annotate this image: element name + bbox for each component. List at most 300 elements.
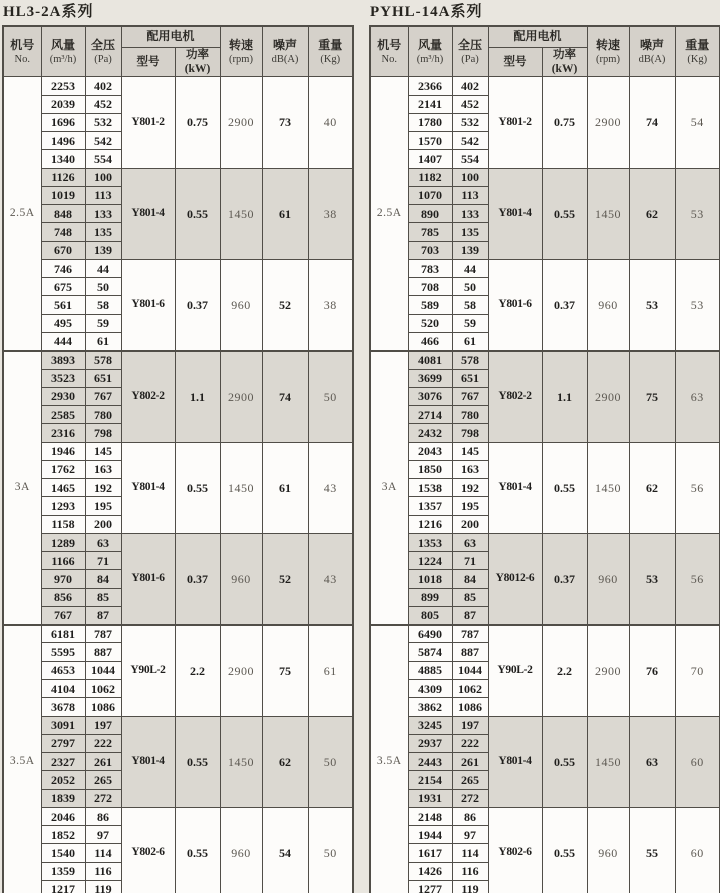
header-row-1 bbox=[3, 26, 353, 47]
pressure-cell: 113 bbox=[85, 186, 121, 204]
weight-cell: 56 bbox=[675, 442, 720, 533]
airflow-cell: 1762 bbox=[41, 460, 85, 478]
weight-cell: 40 bbox=[308, 77, 353, 168]
pressure-cell: 554 bbox=[452, 150, 488, 168]
airflow-cell: 890 bbox=[408, 205, 452, 223]
pressure-cell: 1044 bbox=[452, 661, 488, 679]
airflow-cell: 466 bbox=[408, 332, 452, 350]
pressure-cell: 44 bbox=[452, 259, 488, 277]
airflow-cell: 5595 bbox=[41, 643, 85, 661]
machine-no-cell: 3A bbox=[3, 351, 41, 625]
airflow-cell: 1277 bbox=[408, 880, 452, 893]
pressure-cell: 63 bbox=[452, 533, 488, 551]
motor-model-cell: Y801-4 bbox=[488, 442, 542, 533]
col-noise-label: 噪声 bbox=[273, 37, 298, 52]
motor-power-cell: 1.1 bbox=[542, 351, 587, 442]
table-row bbox=[3, 807, 353, 825]
pressure-cell: 651 bbox=[452, 369, 488, 387]
motor-model-cell: Y90L-2 bbox=[488, 625, 542, 716]
pressure-cell: 135 bbox=[85, 223, 121, 241]
col-speed bbox=[587, 26, 629, 77]
pressure-cell: 578 bbox=[452, 351, 488, 369]
airflow-cell: 1126 bbox=[41, 168, 85, 186]
motor-model-cell: Y801-6 bbox=[121, 259, 175, 350]
pressure-cell: 84 bbox=[452, 570, 488, 588]
weight-cell: 63 bbox=[675, 351, 720, 442]
spec-table-mount-right bbox=[369, 25, 719, 893]
airflow-cell: 520 bbox=[408, 314, 452, 332]
col-motor-power: 功率(kW) bbox=[542, 47, 587, 77]
airflow-cell: 1216 bbox=[408, 515, 452, 533]
col-weight bbox=[675, 26, 720, 77]
col-airflow bbox=[408, 26, 452, 77]
airflow-cell: 767 bbox=[41, 606, 85, 624]
pressure-cell: 71 bbox=[85, 552, 121, 570]
airflow-cell: 1538 bbox=[408, 479, 452, 497]
series-block-left bbox=[2, 3, 352, 893]
airflow-cell: 3862 bbox=[408, 698, 452, 716]
series-title-right: PYHL-14A系列 bbox=[370, 4, 483, 20]
airflow-cell: 1852 bbox=[41, 826, 85, 844]
airflow-cell: 1182 bbox=[408, 168, 452, 186]
pressure-cell: 59 bbox=[452, 314, 488, 332]
airflow-cell: 3893 bbox=[41, 351, 85, 369]
airflow-cell: 589 bbox=[408, 296, 452, 314]
noise-cell: 52 bbox=[262, 533, 308, 624]
airflow-cell: 2141 bbox=[408, 95, 452, 113]
airflow-cell: 1931 bbox=[408, 789, 452, 807]
motor-power-cell: 0.37 bbox=[175, 259, 220, 350]
col-weight-label: 重量 bbox=[685, 37, 710, 52]
pressure-cell: 767 bbox=[452, 387, 488, 405]
motor-model-cell: Y801-4 bbox=[121, 442, 175, 533]
col-motor-power: 功率(kW) bbox=[175, 47, 220, 77]
col-motor-model: 型号 bbox=[488, 47, 542, 77]
pressure-cell: 133 bbox=[452, 205, 488, 223]
airflow-cell: 2154 bbox=[408, 771, 452, 789]
pressure-cell: 119 bbox=[85, 880, 121, 893]
noise-cell: 61 bbox=[262, 442, 308, 533]
airflow-cell: 6490 bbox=[408, 625, 452, 643]
pressure-cell: 222 bbox=[452, 734, 488, 752]
pressure-cell: 59 bbox=[85, 314, 121, 332]
airflow-cell: 2443 bbox=[408, 753, 452, 771]
airflow-cell: 2797 bbox=[41, 734, 85, 752]
pressure-cell: 135 bbox=[452, 223, 488, 241]
airflow-cell: 3523 bbox=[41, 369, 85, 387]
table-row bbox=[370, 168, 720, 186]
col-speed-label: 转速 bbox=[229, 37, 254, 52]
airflow-cell: 748 bbox=[41, 223, 85, 241]
machine-no-cell: 2.5A bbox=[370, 77, 408, 351]
pressure-cell: 272 bbox=[85, 789, 121, 807]
col-motor-model: 型号 bbox=[121, 47, 175, 77]
motor-power-cell: 0.55 bbox=[175, 716, 220, 807]
noise-cell: 75 bbox=[629, 351, 675, 442]
airflow-cell: 3678 bbox=[41, 698, 85, 716]
motor-model-cell: Y801-4 bbox=[121, 716, 175, 807]
speed-cell: 960 bbox=[587, 807, 629, 893]
airflow-cell: 444 bbox=[41, 332, 85, 350]
noise-cell: 74 bbox=[262, 351, 308, 442]
machine-no-cell: 3A bbox=[370, 351, 408, 625]
pressure-cell: 222 bbox=[85, 734, 121, 752]
spec-table-mount-left bbox=[2, 25, 352, 893]
pressure-cell: 145 bbox=[452, 442, 488, 460]
weight-cell: 70 bbox=[675, 625, 720, 716]
speed-cell: 2900 bbox=[587, 351, 629, 442]
motor-power-cell: 0.37 bbox=[542, 259, 587, 350]
table-row bbox=[3, 625, 353, 643]
pressure-cell: 84 bbox=[85, 570, 121, 588]
col-pressure bbox=[452, 26, 488, 77]
table-row bbox=[370, 351, 720, 369]
col-weight-label: 重量 bbox=[318, 37, 343, 52]
airflow-cell: 1570 bbox=[408, 132, 452, 150]
col-speed-sub: (rpm) bbox=[596, 53, 620, 65]
spec-table-header bbox=[3, 26, 353, 77]
col-noise-sub: dB(A) bbox=[638, 53, 666, 65]
motor-model-cell: Y801-4 bbox=[488, 168, 542, 259]
pressure-cell: 145 bbox=[85, 442, 121, 460]
airflow-cell: 3091 bbox=[41, 716, 85, 734]
col-pressure-sub: (Pa) bbox=[461, 53, 479, 65]
col-machine-no-sub: No. bbox=[14, 53, 30, 65]
airflow-cell: 1496 bbox=[41, 132, 85, 150]
speed-cell: 1450 bbox=[587, 168, 629, 259]
airflow-cell: 4309 bbox=[408, 680, 452, 698]
weight-cell: 38 bbox=[308, 168, 353, 259]
motor-power-cell: 0.55 bbox=[175, 168, 220, 259]
weight-cell: 53 bbox=[675, 259, 720, 350]
airflow-cell: 785 bbox=[408, 223, 452, 241]
airflow-cell: 1946 bbox=[41, 442, 85, 460]
airflow-cell: 2366 bbox=[408, 77, 452, 95]
pressure-cell: 50 bbox=[452, 278, 488, 296]
weight-cell: 56 bbox=[675, 533, 720, 624]
pressure-cell: 133 bbox=[85, 205, 121, 223]
pressure-cell: 63 bbox=[85, 533, 121, 551]
pressure-cell: 554 bbox=[85, 150, 121, 168]
motor-power-cell: 0.55 bbox=[542, 807, 587, 893]
pressure-cell: 780 bbox=[452, 406, 488, 424]
noise-cell: 52 bbox=[262, 259, 308, 350]
pressure-cell: 265 bbox=[452, 771, 488, 789]
airflow-cell: 1357 bbox=[408, 497, 452, 515]
col-machine-no-label: 机号 bbox=[377, 37, 402, 52]
pressure-cell: 97 bbox=[85, 826, 121, 844]
motor-model-cell: Y801-6 bbox=[488, 259, 542, 350]
table-row bbox=[3, 716, 353, 734]
speed-cell: 960 bbox=[587, 533, 629, 624]
weight-cell: 54 bbox=[675, 77, 720, 168]
table-row bbox=[370, 625, 720, 643]
motor-power-cell: 0.37 bbox=[542, 533, 587, 624]
spec-table-header bbox=[370, 26, 720, 77]
noise-cell: 55 bbox=[629, 807, 675, 893]
weight-cell: 38 bbox=[308, 259, 353, 350]
speed-cell: 2900 bbox=[587, 625, 629, 716]
airflow-cell: 1293 bbox=[41, 497, 85, 515]
airflow-cell: 1540 bbox=[41, 844, 85, 862]
pressure-cell: 887 bbox=[452, 643, 488, 661]
pressure-cell: 87 bbox=[452, 606, 488, 624]
col-noise bbox=[262, 26, 308, 77]
pressure-cell: 163 bbox=[452, 460, 488, 478]
weight-cell: 53 bbox=[675, 168, 720, 259]
col-machine-no-sub: No. bbox=[381, 53, 397, 65]
airflow-cell: 2930 bbox=[41, 387, 85, 405]
weight-cell: 43 bbox=[308, 533, 353, 624]
pressure-cell: 798 bbox=[85, 424, 121, 442]
pressure-cell: 265 bbox=[85, 771, 121, 789]
weight-cell: 61 bbox=[308, 625, 353, 716]
airflow-cell: 3245 bbox=[408, 716, 452, 734]
motor-model-cell: Y801-4 bbox=[121, 168, 175, 259]
airflow-cell: 2714 bbox=[408, 406, 452, 424]
col-weight-sub: (Kg) bbox=[320, 53, 341, 65]
speed-cell: 960 bbox=[220, 259, 262, 350]
motor-power-cell: 0.55 bbox=[175, 442, 220, 533]
airflow-cell: 1217 bbox=[41, 880, 85, 893]
motor-model-cell: Y802-6 bbox=[121, 807, 175, 893]
motor-model-cell: Y801-2 bbox=[121, 77, 175, 168]
pressure-cell: 578 bbox=[85, 351, 121, 369]
pressure-cell: 402 bbox=[85, 77, 121, 95]
motor-power-cell: 0.55 bbox=[542, 168, 587, 259]
noise-cell: 53 bbox=[629, 533, 675, 624]
col-noise bbox=[629, 26, 675, 77]
pressure-cell: 85 bbox=[85, 588, 121, 606]
pressure-cell: 200 bbox=[452, 515, 488, 533]
pressure-cell: 86 bbox=[85, 807, 121, 825]
speed-cell: 2900 bbox=[220, 625, 262, 716]
pressure-cell: 200 bbox=[85, 515, 121, 533]
airflow-cell: 1465 bbox=[41, 479, 85, 497]
airflow-cell: 970 bbox=[41, 570, 85, 588]
pressure-cell: 197 bbox=[452, 716, 488, 734]
airflow-cell: 4885 bbox=[408, 661, 452, 679]
noise-cell: 73 bbox=[262, 77, 308, 168]
pressure-cell: 86 bbox=[452, 807, 488, 825]
col-machine-no bbox=[370, 26, 408, 77]
airflow-cell: 848 bbox=[41, 205, 85, 223]
airflow-cell: 2039 bbox=[41, 95, 85, 113]
pressure-cell: 116 bbox=[85, 862, 121, 880]
col-noise-sub: dB(A) bbox=[271, 53, 299, 65]
airflow-cell: 1224 bbox=[408, 552, 452, 570]
pressure-cell: 114 bbox=[452, 844, 488, 862]
airflow-cell: 2937 bbox=[408, 734, 452, 752]
pressure-cell: 87 bbox=[85, 606, 121, 624]
pressure-cell: 787 bbox=[452, 625, 488, 643]
pressure-cell: 452 bbox=[85, 95, 121, 113]
weight-cell: 50 bbox=[308, 351, 353, 442]
pressure-cell: 85 bbox=[452, 588, 488, 606]
motor-power-cell: 0.55 bbox=[542, 442, 587, 533]
table-row bbox=[370, 259, 720, 277]
pressure-cell: 1062 bbox=[452, 680, 488, 698]
pressure-cell: 1086 bbox=[85, 698, 121, 716]
motor-model-cell: Y802-2 bbox=[121, 351, 175, 442]
noise-cell: 62 bbox=[629, 168, 675, 259]
airflow-cell: 2432 bbox=[408, 424, 452, 442]
col-weight bbox=[308, 26, 353, 77]
airflow-cell: 2327 bbox=[41, 753, 85, 771]
speed-cell: 2900 bbox=[220, 77, 262, 168]
pressure-cell: 61 bbox=[85, 332, 121, 350]
table-row bbox=[3, 442, 353, 460]
table-row bbox=[3, 351, 353, 369]
airflow-cell: 1407 bbox=[408, 150, 452, 168]
header-row-1 bbox=[370, 26, 720, 47]
airflow-cell: 1353 bbox=[408, 533, 452, 551]
col-motor-group: 配用电机 bbox=[121, 26, 220, 47]
noise-cell: 62 bbox=[629, 442, 675, 533]
airflow-cell: 3076 bbox=[408, 387, 452, 405]
airflow-cell: 783 bbox=[408, 259, 452, 277]
airflow-cell: 2316 bbox=[41, 424, 85, 442]
machine-no-cell: 3.5A bbox=[370, 625, 408, 893]
pressure-cell: 61 bbox=[452, 332, 488, 350]
airflow-cell: 1426 bbox=[408, 862, 452, 880]
airflow-cell: 4104 bbox=[41, 680, 85, 698]
table-row bbox=[370, 77, 720, 95]
col-pressure bbox=[85, 26, 121, 77]
noise-cell: 54 bbox=[262, 807, 308, 893]
series-title-left: HL3-2A系列 bbox=[3, 4, 94, 20]
motor-model-cell: Y801-2 bbox=[488, 77, 542, 168]
table-row bbox=[370, 716, 720, 734]
pressure-cell: 116 bbox=[452, 862, 488, 880]
speed-cell: 1450 bbox=[587, 442, 629, 533]
speed-cell: 2900 bbox=[220, 351, 262, 442]
pressure-cell: 780 bbox=[85, 406, 121, 424]
pressure-cell: 192 bbox=[452, 479, 488, 497]
airflow-cell: 2052 bbox=[41, 771, 85, 789]
airflow-cell: 2585 bbox=[41, 406, 85, 424]
airflow-cell: 4653 bbox=[41, 661, 85, 679]
airflow-cell: 899 bbox=[408, 588, 452, 606]
pressure-cell: 197 bbox=[85, 716, 121, 734]
col-motor-group: 配用电机 bbox=[488, 26, 587, 47]
noise-cell: 61 bbox=[262, 168, 308, 259]
speed-cell: 1450 bbox=[220, 442, 262, 533]
airflow-cell: 2253 bbox=[41, 77, 85, 95]
speed-cell: 960 bbox=[587, 259, 629, 350]
weight-cell: 43 bbox=[308, 442, 353, 533]
pressure-cell: 192 bbox=[85, 479, 121, 497]
airflow-cell: 495 bbox=[41, 314, 85, 332]
pressure-cell: 261 bbox=[85, 753, 121, 771]
pressure-cell: 163 bbox=[85, 460, 121, 478]
airflow-cell: 1780 bbox=[408, 113, 452, 131]
airflow-cell: 708 bbox=[408, 278, 452, 296]
motor-model-cell: Y90L-2 bbox=[121, 625, 175, 716]
table-row bbox=[370, 442, 720, 460]
col-machine-no-label: 机号 bbox=[10, 37, 35, 52]
pressure-cell: 119 bbox=[452, 880, 488, 893]
pressure-cell: 71 bbox=[452, 552, 488, 570]
airflow-cell: 1617 bbox=[408, 844, 452, 862]
pressure-cell: 100 bbox=[452, 168, 488, 186]
airflow-cell: 5874 bbox=[408, 643, 452, 661]
weight-cell: 50 bbox=[308, 716, 353, 807]
pressure-cell: 402 bbox=[452, 77, 488, 95]
spec-table bbox=[2, 25, 354, 893]
spec-table bbox=[369, 25, 720, 893]
airflow-cell: 1158 bbox=[41, 515, 85, 533]
pressure-cell: 767 bbox=[85, 387, 121, 405]
pressure-cell: 272 bbox=[452, 789, 488, 807]
col-pressure-label: 全压 bbox=[90, 37, 115, 52]
table-row bbox=[3, 259, 353, 277]
motor-power-cell: 0.55 bbox=[175, 807, 220, 893]
pressure-cell: 651 bbox=[85, 369, 121, 387]
motor-power-cell: 0.75 bbox=[175, 77, 220, 168]
table-row bbox=[370, 533, 720, 551]
airflow-cell: 805 bbox=[408, 606, 452, 624]
motor-model-cell: Y802-6 bbox=[488, 807, 542, 893]
col-pressure-sub: (Pa) bbox=[94, 53, 112, 65]
pressure-cell: 532 bbox=[452, 113, 488, 131]
speed-cell: 2900 bbox=[587, 77, 629, 168]
motor-model-cell: Y801-6 bbox=[121, 533, 175, 624]
col-airflow-label: 风量 bbox=[417, 37, 442, 52]
pressure-cell: 113 bbox=[452, 186, 488, 204]
series-block-right bbox=[369, 3, 719, 893]
table-row bbox=[3, 533, 353, 551]
airflow-cell: 1696 bbox=[41, 113, 85, 131]
airflow-cell: 1850 bbox=[408, 460, 452, 478]
pressure-cell: 1062 bbox=[85, 680, 121, 698]
weight-cell: 60 bbox=[675, 807, 720, 893]
motor-power-cell: 1.1 bbox=[175, 351, 220, 442]
airflow-cell: 4081 bbox=[408, 351, 452, 369]
airflow-cell: 1019 bbox=[41, 186, 85, 204]
pressure-cell: 114 bbox=[85, 844, 121, 862]
pressure-cell: 58 bbox=[452, 296, 488, 314]
speed-cell: 960 bbox=[220, 807, 262, 893]
pressure-cell: 261 bbox=[452, 753, 488, 771]
motor-model-cell: Y8012-6 bbox=[488, 533, 542, 624]
motor-power-cell: 0.55 bbox=[542, 716, 587, 807]
weight-cell: 60 bbox=[675, 716, 720, 807]
airflow-cell: 670 bbox=[41, 241, 85, 259]
motor-model-cell: Y802-2 bbox=[488, 351, 542, 442]
pressure-cell: 1044 bbox=[85, 661, 121, 679]
pressure-cell: 195 bbox=[85, 497, 121, 515]
noise-cell: 74 bbox=[629, 77, 675, 168]
airflow-cell: 2046 bbox=[41, 807, 85, 825]
pressure-cell: 50 bbox=[85, 278, 121, 296]
speed-cell: 1450 bbox=[587, 716, 629, 807]
airflow-cell: 675 bbox=[41, 278, 85, 296]
col-airflow bbox=[41, 26, 85, 77]
col-pressure-label: 全压 bbox=[457, 37, 482, 52]
speed-cell: 1450 bbox=[220, 168, 262, 259]
col-noise-label: 噪声 bbox=[640, 37, 665, 52]
pressure-cell: 787 bbox=[85, 625, 121, 643]
spec-table-body bbox=[3, 77, 353, 893]
table-row bbox=[3, 77, 353, 95]
airflow-cell: 703 bbox=[408, 241, 452, 259]
pressure-cell: 542 bbox=[85, 132, 121, 150]
col-machine-no bbox=[3, 26, 41, 77]
pressure-cell: 139 bbox=[85, 241, 121, 259]
motor-power-cell: 2.2 bbox=[542, 625, 587, 716]
pressure-cell: 100 bbox=[85, 168, 121, 186]
